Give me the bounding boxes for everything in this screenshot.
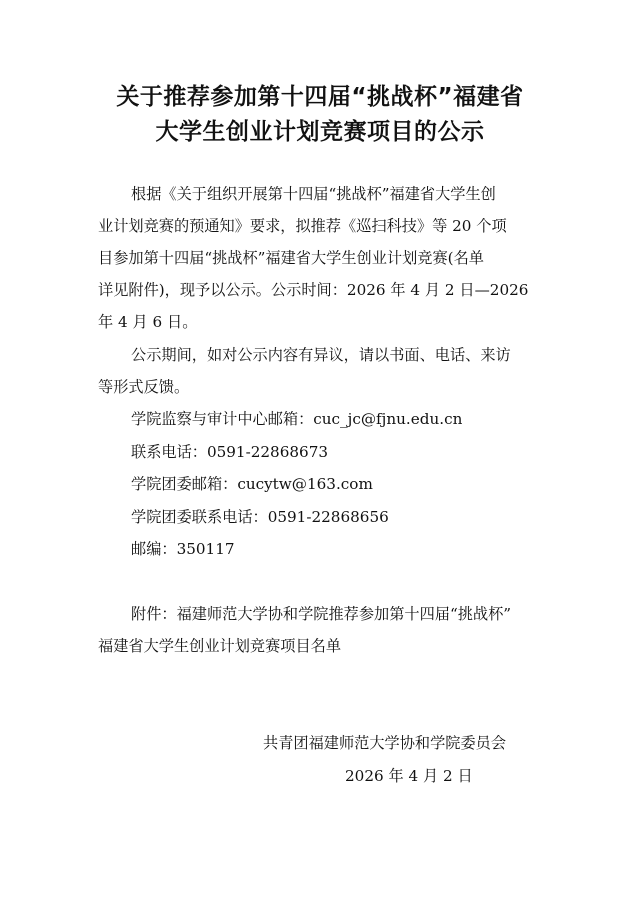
- paragraph-1-line-2: 业计划竞赛的预通知》要求，拟推荐《巡扫科技》等 20 个项: [98, 217, 507, 235]
- contact-phone: 联系电话：0591-22868673: [131, 443, 329, 461]
- paragraph-1-line-1: 根据《关于组织开展第十四届“挑战杯”福建省大学生创: [131, 185, 496, 203]
- contact-league-email: 学院团委邮箱：cucytw@163.com: [131, 475, 373, 493]
- contact-league-phone: 学院团委联系电话：0591-22868656: [131, 508, 389, 526]
- paragraph-1-line-3: 目参加第十四届“挑战杯”福建省大学生创业计划竞赛(名单: [98, 249, 484, 267]
- attachment-line-1: 附件：福建师范大学协和学院推荐参加第十四届“挑战杯”: [131, 605, 512, 623]
- paragraph-2-line-1: 公示期间，如对公示内容有异议，请以书面、电话、来访: [131, 346, 511, 364]
- attachment-line-2: 福建省大学生创业计划竞赛项目名单: [98, 637, 341, 655]
- paragraph-2-line-2: 等形式反馈。: [98, 378, 190, 396]
- document-title-line-1: 关于推荐参加第十四届“挑战杯”福建省: [116, 84, 524, 110]
- contact-audit-email: 学院监察与审计中心邮箱：cuc_jc@fjnu.edu.cn: [131, 410, 463, 428]
- signature-organization: 共青团福建师范大学协和学院委员会: [263, 734, 506, 752]
- contact-postcode: 邮编：350117: [131, 540, 235, 558]
- signature-date: 2026 年 4 月 2 日: [345, 767, 473, 785]
- document-title-line-2: 大学生创业计划竞赛项目的公示: [155, 119, 485, 145]
- paragraph-1-line-5: 年 4 月 6 日。: [98, 313, 198, 331]
- paragraph-1-line-4: 详见附件)，现予以公示。公示时间：2026 年 4 月 2 日—2026: [98, 281, 529, 299]
